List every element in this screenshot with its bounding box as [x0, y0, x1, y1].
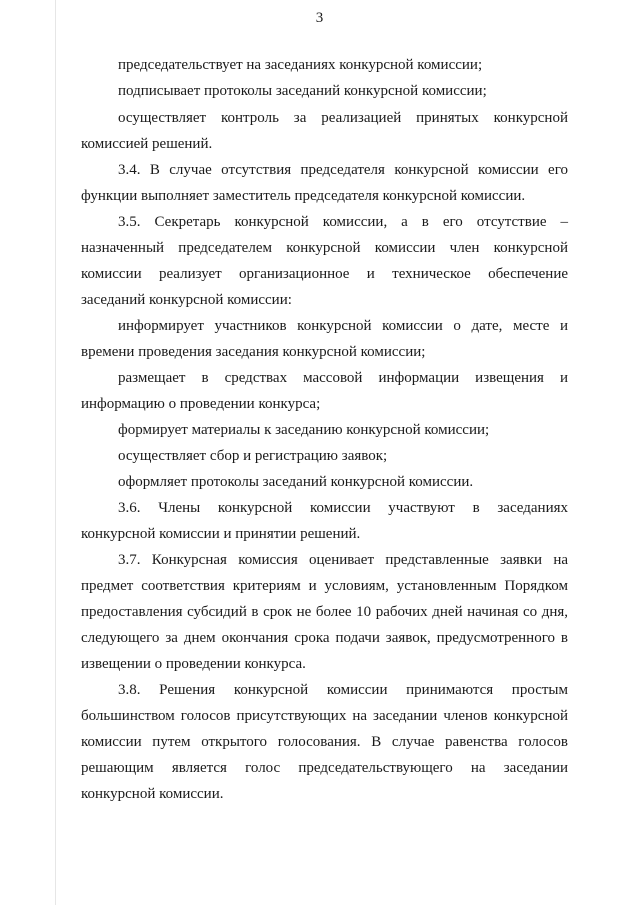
text-line: комиссии путем открытого голосования. В случае равенства голосов	[81, 734, 568, 750]
text-line: председательствует на заседаниях конкурсной комиссии;	[118, 57, 483, 73]
text-line: подписывает протоколы заседаний конкурсной комиссии;	[118, 83, 487, 99]
text-line: конкурсной комиссии и принятии решений.	[81, 526, 361, 542]
text-line: формирует материалы к заседанию конкурсной комиссии;	[118, 422, 490, 438]
text-line: назначенный председателем конкурсной комиссии член конкурсной	[81, 240, 568, 256]
text-line: 3.6. Члены конкурсной комиссии участвуют в заседаниях	[118, 500, 568, 516]
text-line: извещении о проведении конкурса.	[81, 656, 306, 672]
text-line: конкурсной комиссии.	[81, 786, 224, 802]
text-line: следующего за днем окончания срока подачи заявок, предусмотренного в	[81, 630, 568, 646]
text-line: времени проведения заседания конкурсной комиссии;	[81, 344, 426, 360]
text-line: оформляет протоколы заседаний конкурсной комиссии.	[118, 474, 474, 490]
text-line: 3.7. Конкурсная комиссия оценивает представленные заявки на	[118, 552, 568, 568]
text-line: 3.5. Секретарь конкурсной комиссии, а в его отсутствие –	[118, 214, 568, 230]
text-line: заседаний конкурсной комиссии:	[81, 292, 292, 308]
text-line: 3.8. Решения конкурсной комиссии принимаются простым	[118, 682, 568, 698]
text-line: 3.4. В случае отсутствия председателя конкурсной комиссии его	[118, 162, 568, 178]
page-number: 3	[315, 10, 324, 26]
text-line: размещает в средствах массовой информации извещения и	[118, 370, 568, 386]
text-line: комиссией решений.	[81, 136, 213, 152]
text-line: информацию о проведении конкурса;	[81, 396, 321, 412]
scan-margin-line	[55, 0, 56, 905]
text-line: решающим является голос председательствующего на заседании	[81, 760, 568, 776]
text-line: предмет соответствия критериям и условиям, установленным Порядком	[81, 578, 568, 594]
text-line: предоставления субсидий в срок не более 10 рабочих дней начиная со дня,	[81, 604, 568, 620]
text-line: осуществляет контроль за реализацией принятых конкурсной	[118, 110, 568, 126]
text-line: функции выполняет заместитель председателя конкурсной комиссии.	[81, 188, 526, 204]
text-line: комиссии реализует организационное и техническое обеспечение	[81, 266, 568, 282]
text-line: осуществляет сбор и регистрацию заявок;	[118, 448, 388, 464]
text-line: большинством голосов присутствующих на заседании членов конкурсной	[81, 708, 568, 724]
text-line: информирует участников конкурсной комиссии о дате, месте и	[118, 318, 568, 334]
